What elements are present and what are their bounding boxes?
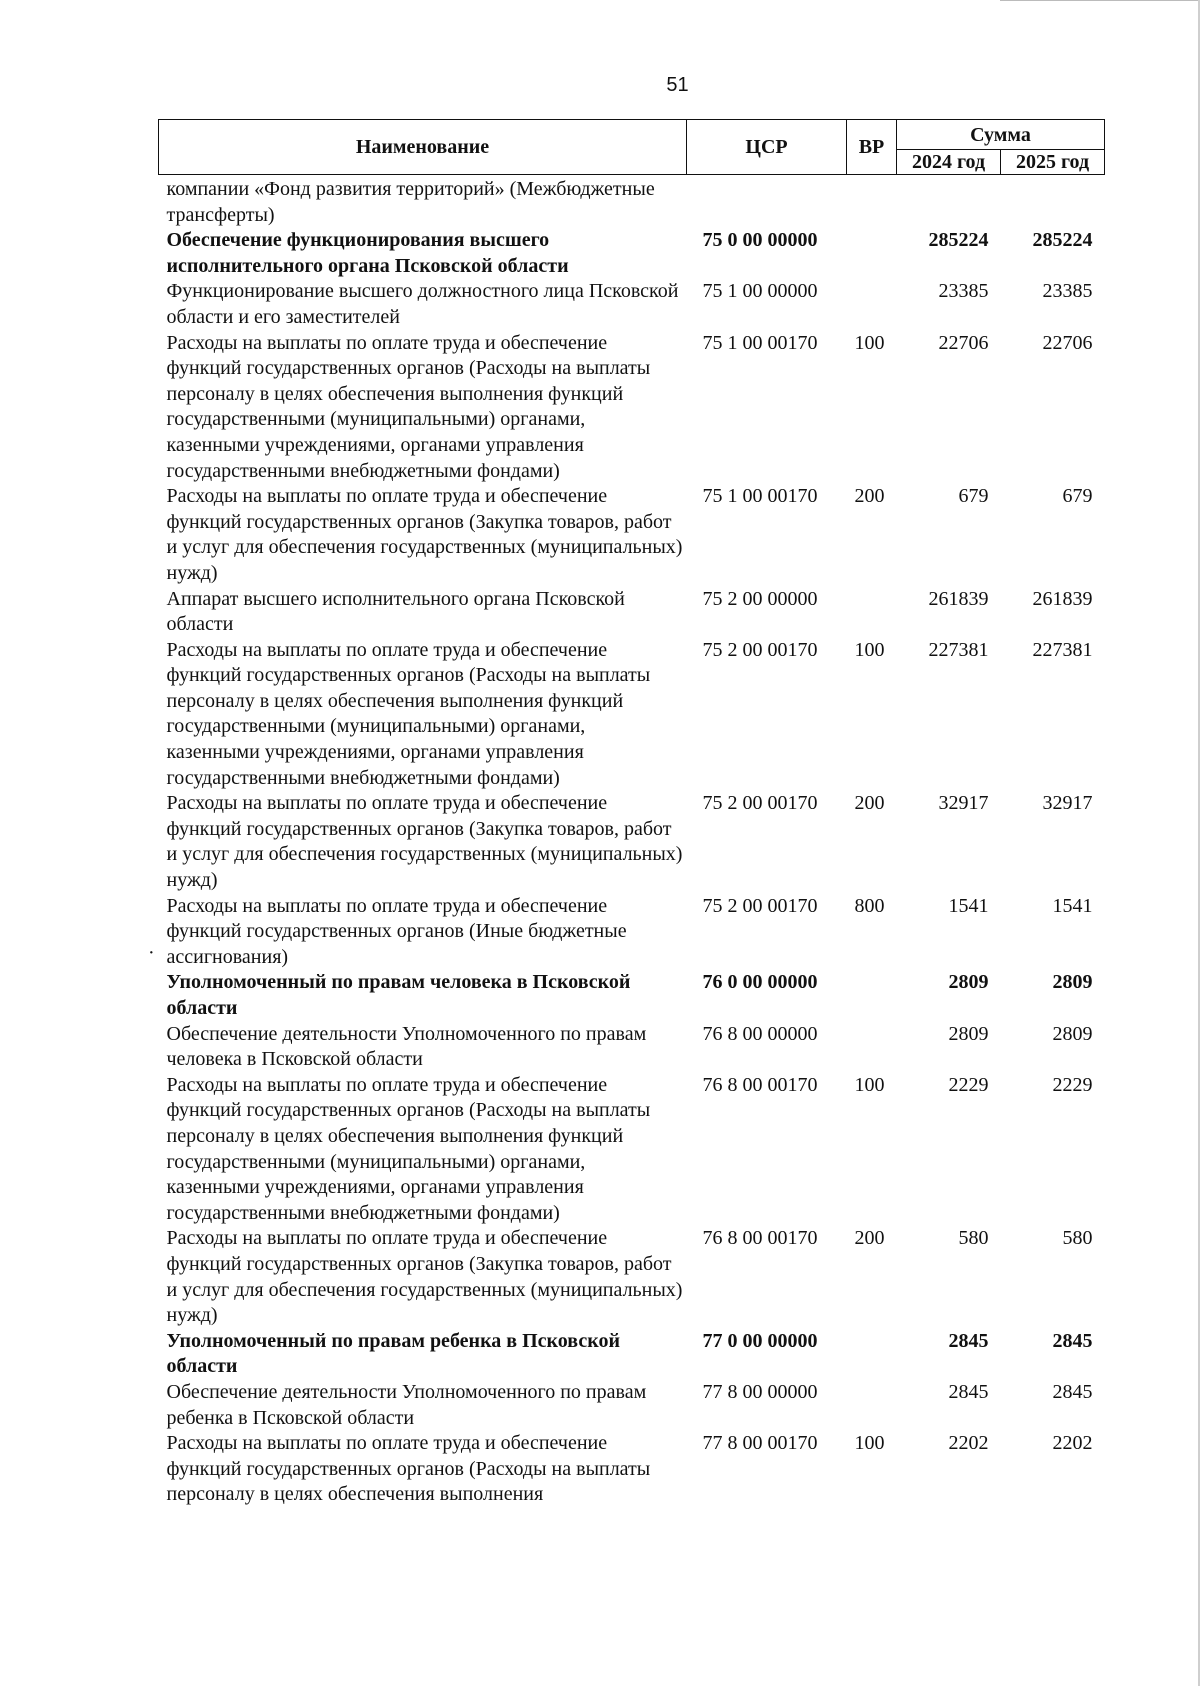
margin-mark: · [148, 942, 155, 964]
cell-vr [847, 1380, 897, 1431]
cell-2024: 285224 [928, 229, 989, 252]
cell-name: Уполномоченный по правам человека в Псковской области [166, 971, 631, 1019]
table-row [159, 1022, 1105, 1073]
budget-table [158, 119, 1105, 1508]
cell-2024: 2202 [948, 1432, 989, 1455]
cell-vr: 800 [854, 894, 885, 917]
cell-vr: 100 [854, 638, 885, 661]
cell-2024 [897, 175, 1001, 229]
cell-2025: 2202 [1052, 1432, 1093, 1455]
cell-2025: 22706 [1042, 331, 1093, 354]
cell-name: Обеспечение деятельности Уполномоченного по правам ребенка в Псковской области [166, 1380, 647, 1429]
cell-2024: 261839 [928, 587, 989, 610]
table-row [159, 970, 1105, 1021]
cell-csr: 75 2 00 00170 [702, 894, 818, 917]
cell-name: Расходы на выплаты по оплате труда и обеспечение функций государственных органов (Иные бюджетные ассигнования) [166, 894, 627, 968]
cell-vr [847, 279, 897, 330]
cell-csr: 75 1 00 00170 [702, 485, 818, 508]
table-row [159, 1380, 1105, 1431]
cell-name: Расходы на выплаты по оплате труда и обеспечение функций государственных органов (Расходы на выплаты персоналу в целях обеспечения выполнения функций государственными (муниципальными) органами, казенными учреждениями, органами управления государственными внебюджетными фондами) [166, 1073, 651, 1224]
cell-name: Расходы на выплаты по оплате труда и обеспечение функций государственных органов (Расходы на выплаты персоналу в целях обеспечения выполнения функций государственными (муниципальными) органами, казенными учреждениями, органами управления государственными внебюджетными фондами) [166, 331, 651, 482]
table-row [159, 175, 1105, 229]
header-vr: ВР [847, 120, 897, 175]
cell-2024: 679 [958, 485, 989, 508]
table-row [159, 894, 1105, 971]
cell-2025: 2845 [1052, 1380, 1093, 1403]
cell-name: Уполномоченный по правам ребенка в Псковской области [166, 1329, 620, 1378]
cell-2024: 2845 [948, 1329, 989, 1352]
cell-name: компании «Фонд развития территорий» (Межбюджетные трансферты) [166, 178, 655, 226]
cell-2025: 23385 [1042, 280, 1093, 303]
cell-name: Расходы на выплаты по оплате труда и обеспечение функций государственных органов (Закупка товаров, работ и услуг для обеспечения государственных (муниципальных) нужд) [166, 485, 683, 584]
cell-2024: 1541 [948, 894, 989, 917]
table-header [159, 120, 1105, 175]
table-row [159, 638, 1105, 792]
table-row [159, 587, 1105, 638]
table-row [159, 228, 1105, 279]
table-row [159, 279, 1105, 330]
table-row [159, 1329, 1105, 1380]
cell-2024: 2809 [948, 1022, 989, 1045]
cell-csr: 76 8 00 00170 [702, 1073, 818, 1096]
cell-name: Расходы на выплаты по оплате труда и обеспечение функций государственных органов (Расходы на выплаты персоналу в целях обеспечения выполнения [166, 1432, 651, 1506]
cell-vr [847, 228, 897, 279]
cell-2024: 2845 [948, 1380, 989, 1403]
cell-csr: 76 8 00 00000 [702, 1022, 818, 1045]
cell-name: Расходы на выплаты по оплате труда и обеспечение функций государственных органов (Закупка товаров, работ и услуг для обеспечения государственных (муниципальных) нужд) [166, 1227, 683, 1327]
cell-vr: 200 [854, 1227, 885, 1250]
cell-2025: 285224 [1032, 229, 1093, 252]
cell-vr [847, 175, 897, 229]
cell-2025: 2809 [1052, 1022, 1093, 1045]
header-csr: ЦСР [687, 120, 847, 175]
cell-csr: 76 8 00 00170 [702, 1227, 818, 1250]
cell-2025: 580 [1062, 1227, 1093, 1250]
cell-csr: 77 8 00 00000 [702, 1380, 818, 1403]
cell-2025 [1001, 175, 1105, 229]
cell-name: Аппарат высшего исполнительного органа Псковской области [166, 587, 625, 636]
cell-2025: 227381 [1032, 638, 1093, 661]
table-row [159, 331, 1105, 485]
cell-name: Расходы на выплаты по оплате труда и обеспечение функций государственных органов (Расходы на выплаты персоналу в целях обеспечения выполнения функций государственными (муниципальными) органами, казенными учреждениями, органами управления государственными внебюджетными фондами) [166, 638, 651, 789]
cell-vr: 100 [854, 1073, 885, 1096]
cell-csr: 77 8 00 00170 [702, 1432, 818, 1455]
cell-2024: 2229 [948, 1073, 989, 1096]
cell-vr [847, 970, 897, 1021]
cell-vr [847, 1022, 897, 1073]
scan-edge-top [1000, 0, 1200, 1]
table-body [159, 175, 1105, 1508]
cell-2025: 261839 [1032, 587, 1093, 610]
cell-2024: 22706 [938, 331, 989, 354]
cell-csr: 76 0 00 00000 [702, 971, 818, 994]
cell-vr [847, 1329, 897, 1380]
cell-2025: 2229 [1052, 1073, 1093, 1096]
cell-vr [847, 587, 897, 638]
page-number: 51 [666, 74, 689, 96]
table-row [159, 1226, 1105, 1328]
cell-2025: 2845 [1052, 1329, 1093, 1352]
table-row [159, 1073, 1105, 1227]
header-year-2025: 2025 год [1001, 150, 1105, 175]
cell-csr [687, 175, 847, 229]
cell-vr: 200 [854, 485, 885, 508]
cell-2024: 2809 [948, 971, 989, 994]
cell-2025: 1541 [1052, 894, 1093, 917]
cell-csr: 75 2 00 00170 [702, 638, 818, 661]
header-sum: Сумма [897, 120, 1105, 150]
cell-2024: 227381 [928, 638, 989, 661]
cell-csr: 75 1 00 00000 [702, 280, 818, 303]
header-year-2024: 2024 год [897, 150, 1001, 175]
cell-vr: 100 [854, 331, 885, 354]
cell-csr: 75 2 00 00000 [702, 587, 818, 610]
cell-name: Расходы на выплаты по оплате труда и обеспечение функций государственных органов (Закупка товаров, работ и услуг для обеспечения государственных (муниципальных) нужд) [166, 792, 683, 892]
cell-name: Функционирование высшего должностного лица Псковской области и его заместителей [166, 280, 679, 328]
cell-2024: 580 [958, 1227, 989, 1250]
cell-2025: 2809 [1052, 971, 1093, 994]
cell-2025: 679 [1062, 485, 1093, 508]
cell-2024: 23385 [938, 280, 989, 303]
table-row [159, 484, 1105, 586]
cell-name: Обеспечение деятельности Уполномоченного по правам человека в Псковской области [166, 1022, 647, 1071]
cell-csr: 75 1 00 00170 [702, 331, 818, 354]
cell-csr: 77 0 00 00000 [702, 1329, 818, 1352]
cell-name: Обеспечение функционирования высшего исполнительного органа Псковской области [166, 229, 569, 277]
table-row [159, 1431, 1105, 1508]
cell-2025: 32917 [1042, 792, 1093, 815]
cell-2024: 32917 [938, 792, 989, 815]
table-row [159, 791, 1105, 893]
header-name: Наименование [159, 120, 687, 175]
cell-csr: 75 2 00 00170 [702, 792, 818, 815]
cell-vr: 100 [854, 1432, 885, 1455]
cell-csr: 75 0 00 00000 [702, 229, 818, 252]
cell-vr: 200 [854, 792, 885, 815]
